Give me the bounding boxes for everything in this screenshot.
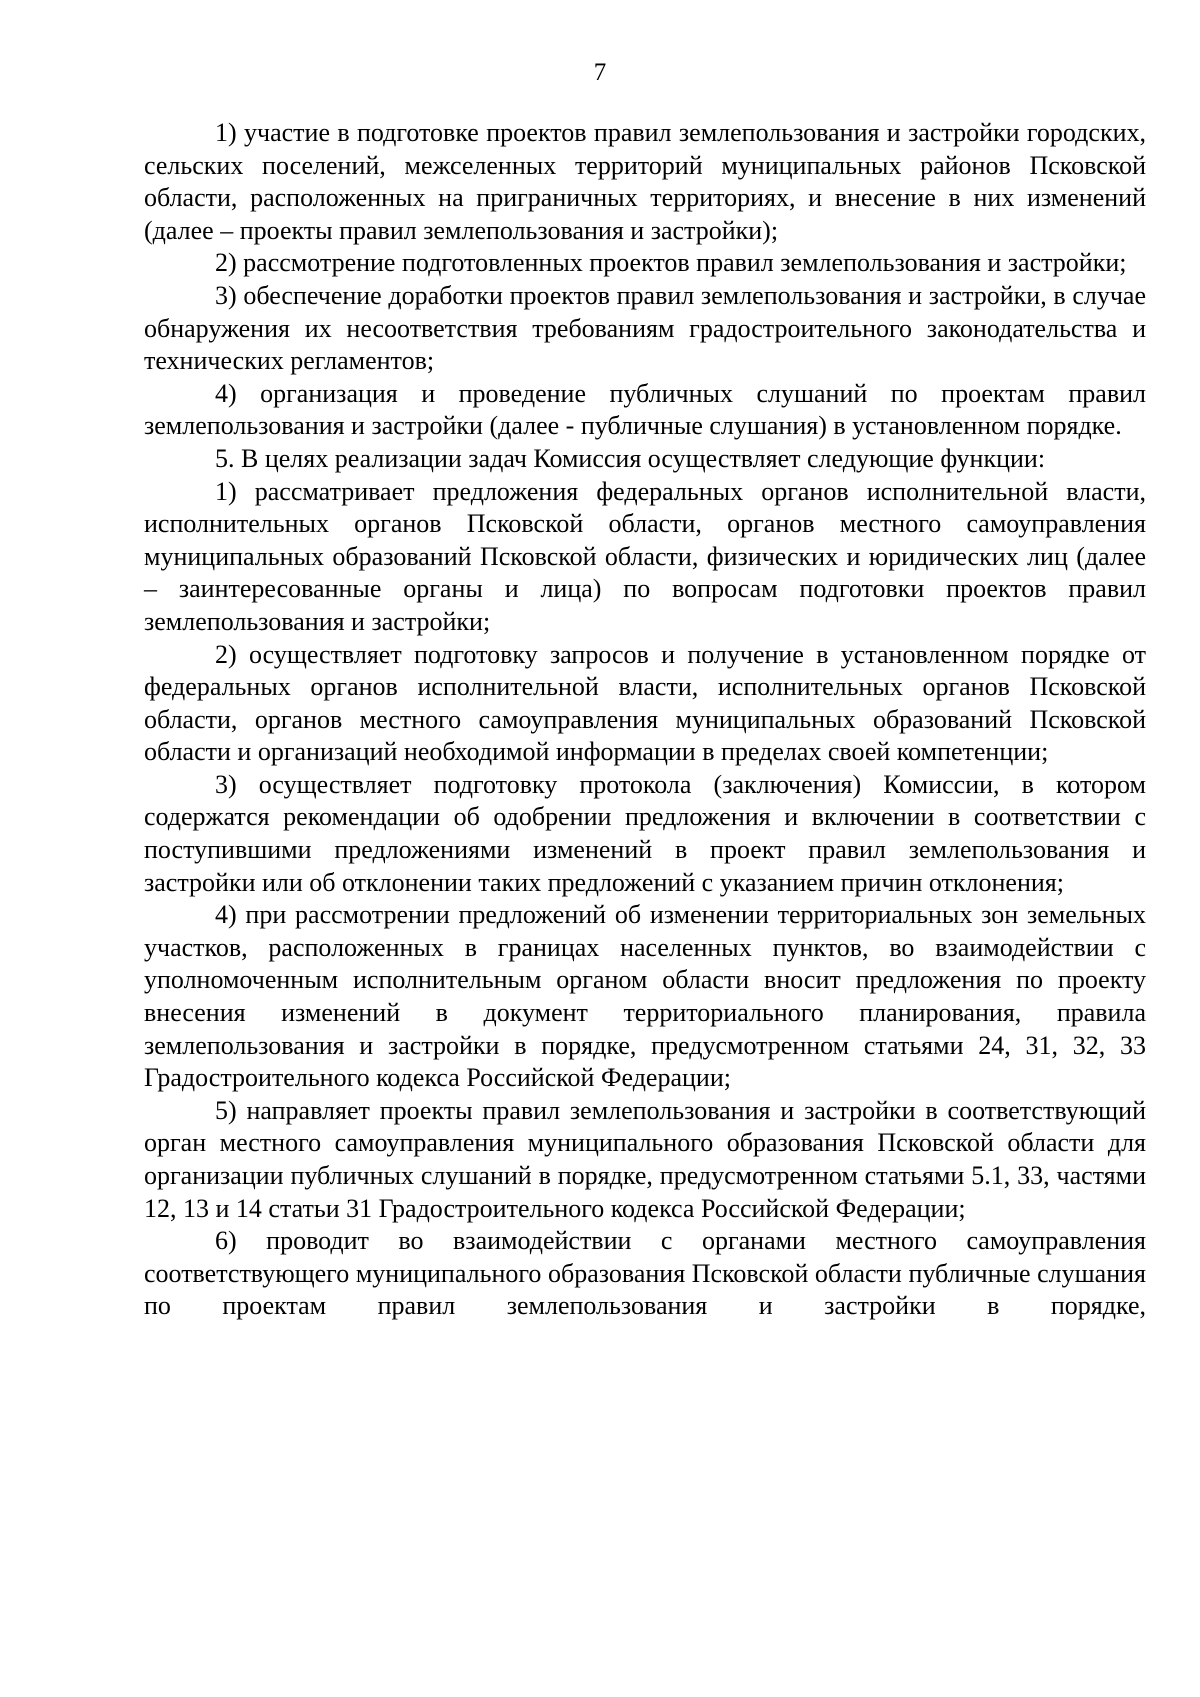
page-number: 7 — [593, 59, 607, 86]
paragraph-function-2: 2) осуществляет подготовку запросов и получение в установленном порядке от федеральных органов исполнительной власти, исполнительных органов Псковской области, органов местного самоуправления муниципальных образований Псковской области и организаций необходимой информации в пределах своей компетенции; — [144, 639, 1146, 767]
paragraph-item-4: 4) организация и проведение публичных слушаний по проектам правил землепользования и застройки (далее - публичные слушания) в установленном порядке. — [144, 378, 1146, 441]
paragraph-section-5: 5. В целях реализации задач Комиссия осуществляет следующие функции: — [215, 443, 1046, 473]
paragraph-item-1: 1) участие в подготовке проектов правил землепользования и застройки городских, сельских поселений, межселенных территорий муниципальных районов Псковской области, расположенных на приграничных территориях, и внесение в них изменений (далее – проекты правил землепользования и застройки); — [144, 118, 1146, 245]
paragraph-function-5: 5) направляет проекты правил землепользования и застройки в соответствующий орган местного самоуправления муниципального образования Псковской области для организации публичных слушаний в порядке, предусмотренном статьями 5.1, 33, частями 12, 13 и 14 статьи 31 Градостроительного кодекса Российской Федерации; — [144, 1095, 1146, 1223]
paragraph-item-2: 2) рассмотрение подготовленных проектов правил землепользования и застройки; — [215, 248, 1127, 278]
paragraph-function-1: 1) рассматривает предложения федеральных органов исполнительной власти, исполнительных органов Псковской области, органов местного самоуправления муниципальных образований Псковской области, физических и юридических лиц (далее – заинтересованные органы и лица) по вопросам подготовки проектов правил землепользования и застройки; — [144, 476, 1146, 636]
paragraph-function-4: 4) при рассмотрении предложений об изменении территориальных зон земельных участков, расположенных в границах населенных пунктов, во взаимодействии с уполномоченным исполнительным органом области вносит предложения по проекту внесения изменений в документ территориального планирования, правила землепользования и застройки в порядке, предусмотренном статьями 24, 31, 32, 33 Градостроительного кодекса Российской Федерации; — [144, 900, 1146, 1093]
paragraph-item-3: 3) обеспечение доработки проектов правил землепользования и застройки, в случае обнаружения их несоответствия требованиям градостроительного законодательства и технических регламентов; — [144, 280, 1146, 376]
document-body — [144, 117, 1146, 1323]
paragraph-function-3: 3) осуществляет подготовку протокола (заключения) Комиссии, в котором содержатся рекомендации об одобрении предложения и включении в соответствии с поступившими предложениями изменений в проект правил землепользования и застройки или об отклонении таких предложений с указанием причин отклонения; — [144, 769, 1146, 897]
paragraph-function-6: 6) проводит во взаимодействии с органами местного самоуправления соответствующего муниципального образования Псковской области публичные слушания по проектам правил землепользования и застройки в порядке, — [144, 1226, 1146, 1321]
